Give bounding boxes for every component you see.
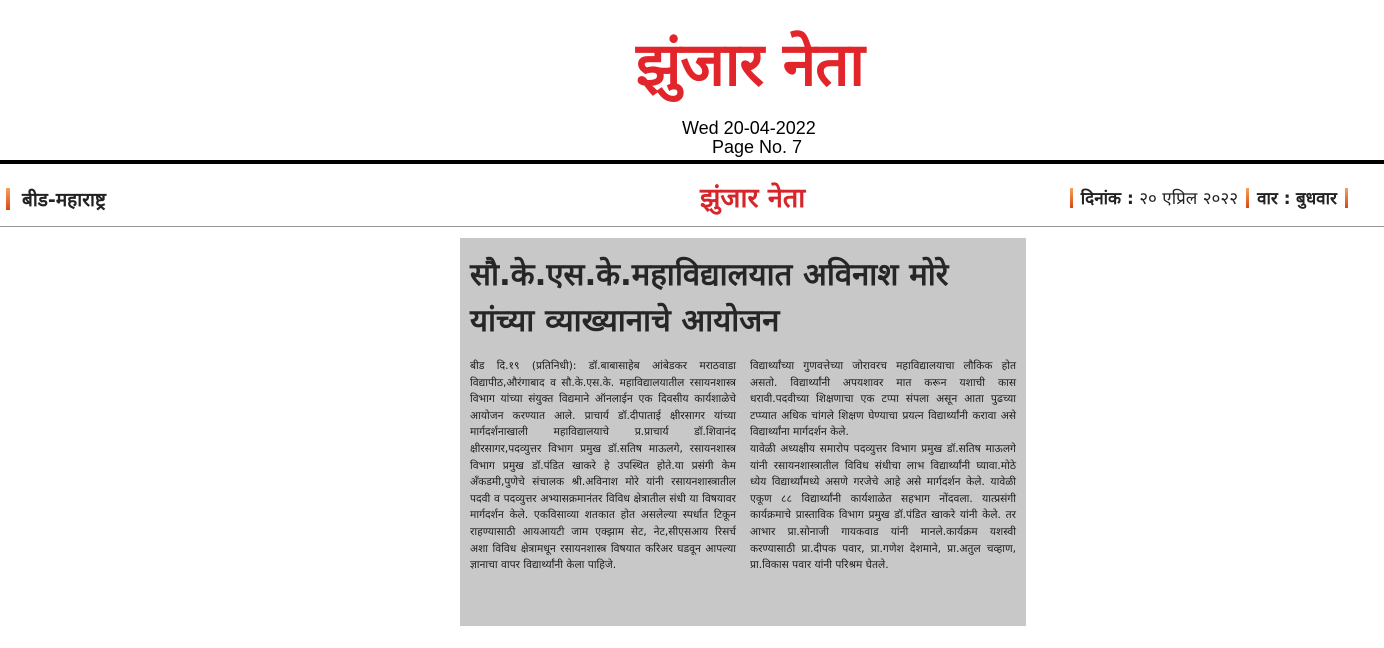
accent-bar <box>1345 188 1348 208</box>
accent-bar <box>1246 188 1249 208</box>
page-number: Page No. 7 <box>712 137 803 157</box>
band-rule <box>0 226 1384 227</box>
page-header-band <box>0 178 1384 226</box>
day-label: वार : <box>1257 189 1291 209</box>
article-paragraph: यावेळी अध्यक्षीय समारोप पदव्युत्तर विभाग प्रमुख डॉ.सतिष माऊलगे यांनी रसायनशास्त्रातील विविध संधीचा लाभ विद्यार्थ्यांनी घ्यावा.मोठे ध्येय विद्यार्थ्यांमध्ये असणे गरजेचे आहे असे मार्गदर्शन केले. यावेळी एकूण ८८ विद्यार्थ्यांनी कार्यशाळेत सहभाग नोंदवला. यात्प्रसंगी कार्यक्रमाचे प्रास्ताविक विभाग प्रमुख डॉ.पंडित खाकरे यांनी केले. तर आभार प्रा.सोनाजी गायकवाड यांनी मानले.कार्यक्रम यशस्वी करण्यासाठी प्रा.दीपक पवार, प्रा.गणेश देशमाने, प्रा.अतुल चव्हाण, प्रा.विकास पवार यांनी परिश्रम घेतले. <box>750 442 1016 572</box>
edition-location: बीड-महाराष्ट्र <box>22 189 106 211</box>
accent-bar-left <box>6 188 10 210</box>
day-value: बुधवार <box>1296 189 1337 209</box>
article-column-right <box>750 358 1016 574</box>
article-column-left <box>470 358 736 574</box>
news-clipping <box>460 238 1026 626</box>
publication-date: Wed 20-04-2022 <box>682 118 816 138</box>
article-paragraph: विद्यार्थ्यांच्या गुणवत्तेच्या जोरावरच महाविद्यालयाचा लौकिक होत असतो. विद्यार्थ्यांनी अपयशावर मात करून यशाची कास धरावी.पदवीच्या शिक्षणाचा एक टप्पा संपला असून आता पुढच्या टप्प्यात अधिक चांगले शिक्षण घेण्याचा प्रयत्न विद्यार्थ्यांनी करावा असे विद्यार्थ्यांना मार्गदर्शन केले. <box>750 360 1016 439</box>
header-rule <box>0 160 1384 164</box>
article-paragraph: बीड दि.१९ (प्रतिनिधी): डॉ.बाबासाहेब आंबेडकर मराठवाडा विद्यापीठ,औरंगाबाद व सौ.के.एस.के. महाविद्यालयातील रसायनशास्त्र विभाग यांच्या संयुक्त विद्यमाने ऑनलाईन एक दिवसीय कार्यशाळेचे आयोजन करण्यात आले. प्राचार्य डॉ.दीपाताई क्षीरसागर यांच्या मार्गदर्शनाखाली महाविद्यालयाचे प्र.प्राचार्य डॉ.शिवानंद क्षीरसागर,पदव्युत्तर विभाग प्रमुख डॉ.सतिष माऊलगे, रसायनशास्त्र विभाग प्रमुख डॉ.पंडित खाकरे हे उपस्थित होते.या प्रसंगी केम अँकडमी,पुणेचे संचालक श्री.अविनाश मोरे यांनी रसायनशास्त्रातील पदवी व पदव्युत्तर अभ्यासक्रमानंतर विविध क्षेत्रातील संधी या विषयावर मार्गदर्शन केले. एकविसाव्या शतकात होत असलेल्या स्पर्धात टिकून राहण्यासाठी आयआयटी जाम एक्झाम सेट, नेट,सीएसआय रिसर्च अशा विविध क्षेत्रामधून रसायनशास्त्र विषयात करिअर घडवून आपल्या ज्ञानाचा वापर विद्यार्थ्यांनी केला पाहिजे. <box>470 360 736 572</box>
band-logo: झुंजार नेता <box>700 183 806 214</box>
band-date-block <box>1062 186 1356 209</box>
date-value: २० एप्रिल २०२२ <box>1139 189 1239 209</box>
accent-bar <box>1070 188 1073 208</box>
newspaper-logo: झुंजार नेता <box>636 30 864 100</box>
date-label: दिनांक : <box>1080 189 1134 209</box>
article-headline: सौ.के.एस.के.महाविद्यालयात अविनाश मोरे यांच्या व्याख्यानाचे आयोजन <box>470 257 949 339</box>
